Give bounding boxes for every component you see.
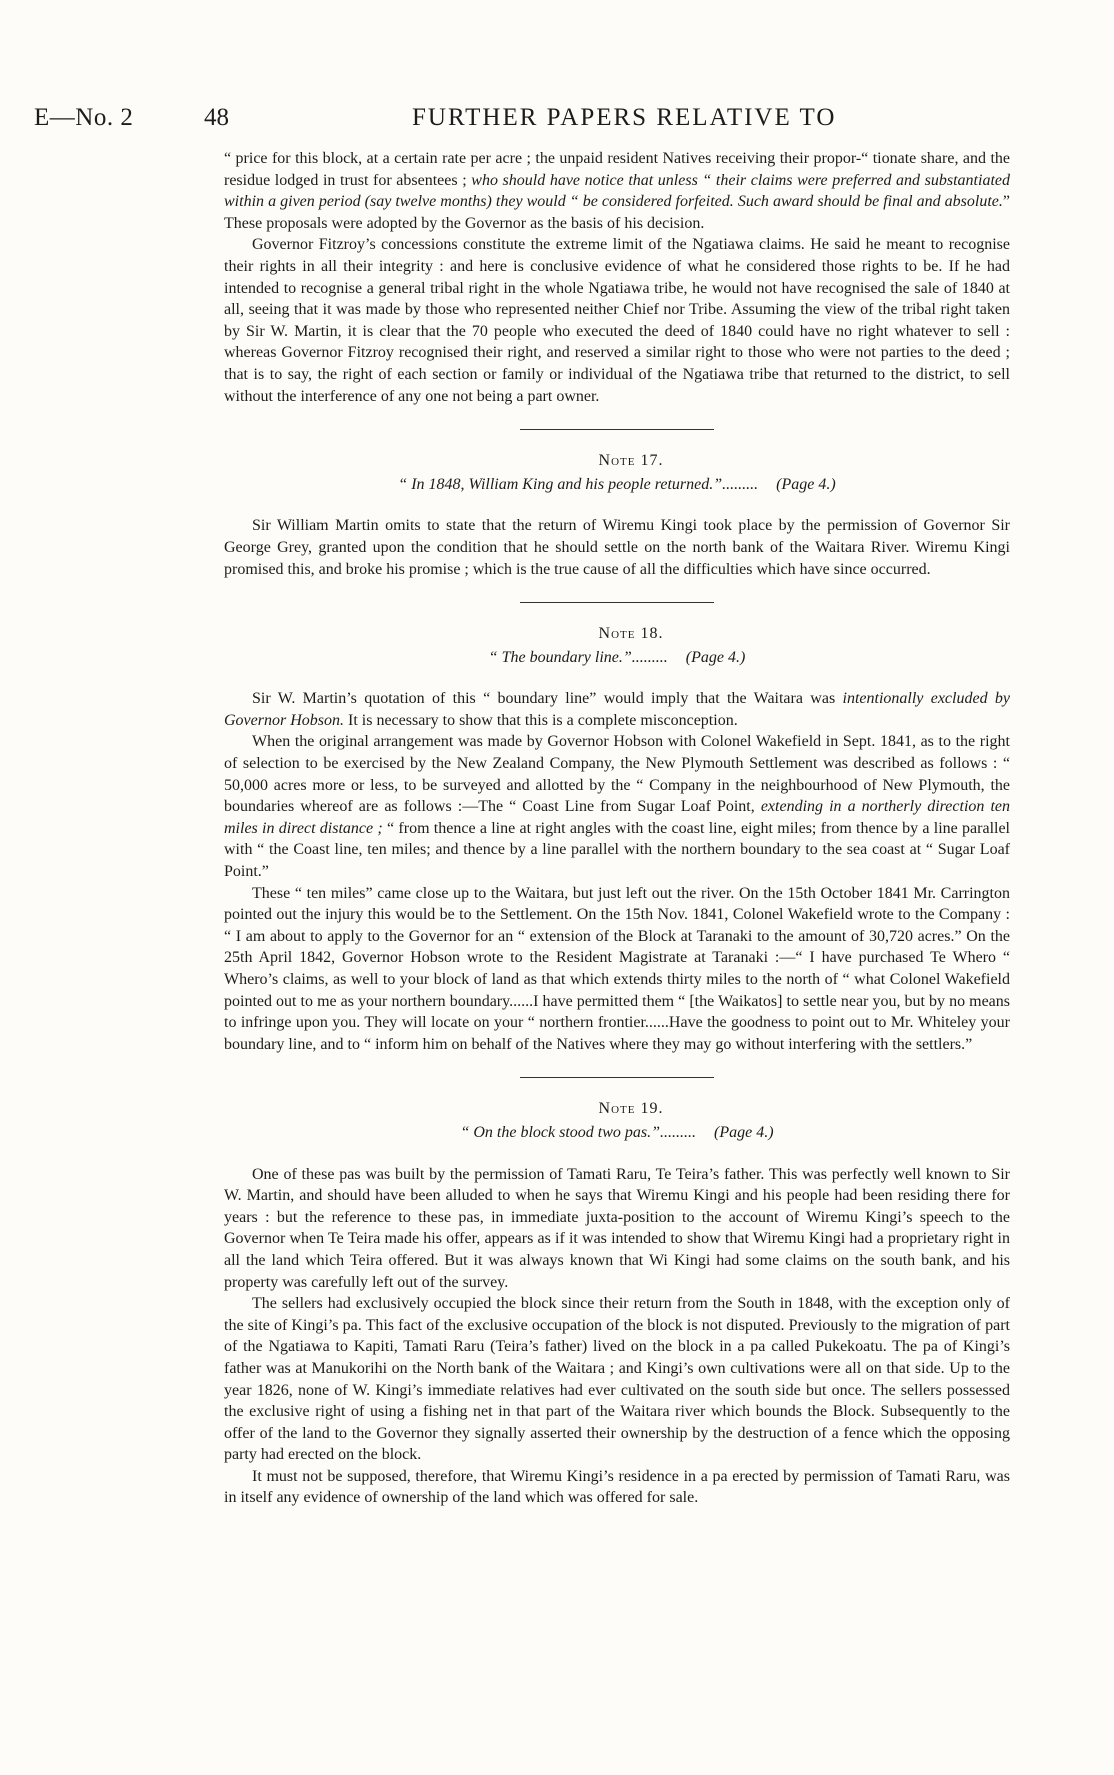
page-reference: (Page 4.) <box>714 1123 774 1141</box>
note-18 <box>224 623 1010 1055</box>
note-heading: Note 18. <box>598 625 664 643</box>
note-heading: Note 19. <box>598 1100 664 1118</box>
note-quote: “ In 1848, William King and his people returned.”......... (Page 4.) <box>398 475 836 493</box>
note-paragraph: These “ ten miles” came close up to the Waitara, but just left out the river. On the 15th October 1841 Mr. Carrington pointed out the injury this would be to the Settlement. On the 15th Nov. 1841, Colonel Wakefield wrote to the Company : “ I am about to apply to the Governor for an “ extension of the Block at Taranaki to the amount of 30,720 acres.” On the 25th April 1842, Governor Hobson wrote to the Resident Magistrate at Taranaki :—“ I have purchased Te Whero “ Whero’s claims, as well to your block of land as that which extends thirty miles to the north of “ what Colonel Wakefield pointed out to me as your northern boundary......I have permitted them “ [the Waikatos] to settle near you, but by no means to infringe upon you. They will locate on your “ northern frontier......Have the goodness to point out to Mr. Whiteley your boundary line, and to “ inform him on behalf of the Natives where they may go without interfering with the settlers.” <box>224 884 1010 1053</box>
section-divider <box>520 429 714 430</box>
note-paragraph: The sellers had exclusively occupied the block since their return from the South in 1848, with the exception only of the site of Kingi’s pa. This fact of the exclusive occupation of the block is not disputed. Previously to the migration of part of the Ngatiawa to Kapiti, Tamati Raru (Teira’s father) lived on the block in a pa called Pukekoatu. The pa of Kingi’s father was at Manukorihi on the North bank of the Waitara ; and Kingi’s own cultivations were all on that side. Up to the year 1826, none of W. Kingi’s immediate relatives had ever cultivated on the south side but once. The sellers possessed the exclusive right of using a fishing net in that part of the Waitara river which bounds the Block. Subsequently to the offer of the land to the Governor they signally asserted their ownership by the destruction of a fence which the opposing party had erected on the block. <box>224 1295 1010 1464</box>
note-heading: Note 17. <box>598 452 664 470</box>
running-title: FURTHER PAPERS RELATIVE TO <box>412 104 837 131</box>
note-paragraph: When the original arrangement was made by Governor Hobson with Colonel Wakefield in Sept. 1841, as to the right of selection to be exercised by the New Zealand Company, the New Plymouth Settlement was described as follows : “ 50,000 acres more or less, to be surveyed and allotted by the “ Company in the neighbourhood of New Plymouth, the boundaries whereof are as follows :—The “ Coast Line from Sugar Loaf Point, extending in a northerly direction ten miles in direct distance ; “ from thence a line at right angles with the coast line, eight miles; from thence by a line parallel with “ the Coast line, ten miles; and thence by a line parallel with the northern boundary to the sea coast at “ Sugar Loaf Point.” <box>224 733 1010 881</box>
note-17 <box>224 450 1010 580</box>
section-divider <box>520 1077 714 1078</box>
note-paragraph: Sir W. Martin’s quotation of this “ boundary line” would imply that the Waitara was intentionally excluded by Governor Hobson. It is necessary to show that this is a complete misconception. <box>224 690 1011 729</box>
page-reference: (Page 4.) <box>776 475 836 493</box>
note-quote: “ The boundary line.”......... (Page 4.) <box>488 648 746 666</box>
page-number: 48 <box>204 104 229 131</box>
intro-paragraph-2: Governor Fitzroy’s concessions constitute the extreme limit of the Ngatiawa claims. He said he meant to recognise their rights in all their integrity : and here is conclusive evidence of what he considered those rights to be. If he had intended to recognise a general tribal right in the whole Ngatiawa tribe, he would not have recognised the sale of 1840 at all, seeing that it was made by those who represented neither Chief nor Tribe. Assuming the view of the tribal right taken by Sir W. Martin, it is clear that the 70 people who executed the deed of 1840 could have no right whatever to sell : whereas Governor Fitzroy recognised their right, and reserved a similar right to those who were not parties to the deed ; that is to say, the right of each section or family or individual of the Ngatiawa tribe that returned to the district, to sell without the interference of any one not being a part owner. <box>224 236 1010 405</box>
page-body <box>224 148 1010 1509</box>
paper-reference: E—No. 2 <box>34 104 134 131</box>
note-19 <box>224 1098 1010 1509</box>
note-quote: “ On the block stood two pas.”......... (Page 4.) <box>460 1123 774 1141</box>
intro-paragraph-1: “ price for this block, at a certain rate per acre ; the unpaid resident Natives receiving their propor-“ tionate share, and the residue lodged in trust for absentees ; who should have notice that unless “ their claims were preferred and substantiated within a given period (say twelve months) they would “ be considered forfeited. Such award should be final and absolute.” These proposals were adopted by the Governor as the basis of his decision. <box>224 150 1010 232</box>
section-divider <box>520 602 714 603</box>
note-paragraph: Sir William Martin omits to state that the return of Wiremu Kingi took place by the permission of Governor Sir George Grey, granted upon the condition that he should settle on the north bank of the Waitara River. Wiremu Kingi promised this, and broke his promise ; which is the true cause of all the difficulties which have since occurred. <box>224 517 1010 578</box>
page-header <box>34 104 1074 140</box>
note-paragraph: It must not be supposed, therefore, that Wiremu Kingi’s residence in a pa erected by permission of Tamati Raru, was in itself any evidence of ownership of the land which was offered for sale. <box>224 1467 1010 1507</box>
note-paragraph: One of these pas was built by the permission of Tamati Raru, Te Teira’s father. This was perfectly well known to Sir W. Martin, and should have been alluded to when he says that Wiremu Kingi and his people had been residing there for years : but the reference to these pas, in immediate juxta-position to the account of Wiremu Kingi’s speech to the Governor when Te Teira made his offer, appears as if it was intended to show that Wiremu Kingi had a proprietary right in all the land which Teira offered. But it was always known that Wi Kingi had some claims on the south bank, and his property was carefully left out of the survey. <box>224 1165 1010 1291</box>
page-reference: (Page 4.) <box>685 648 746 666</box>
